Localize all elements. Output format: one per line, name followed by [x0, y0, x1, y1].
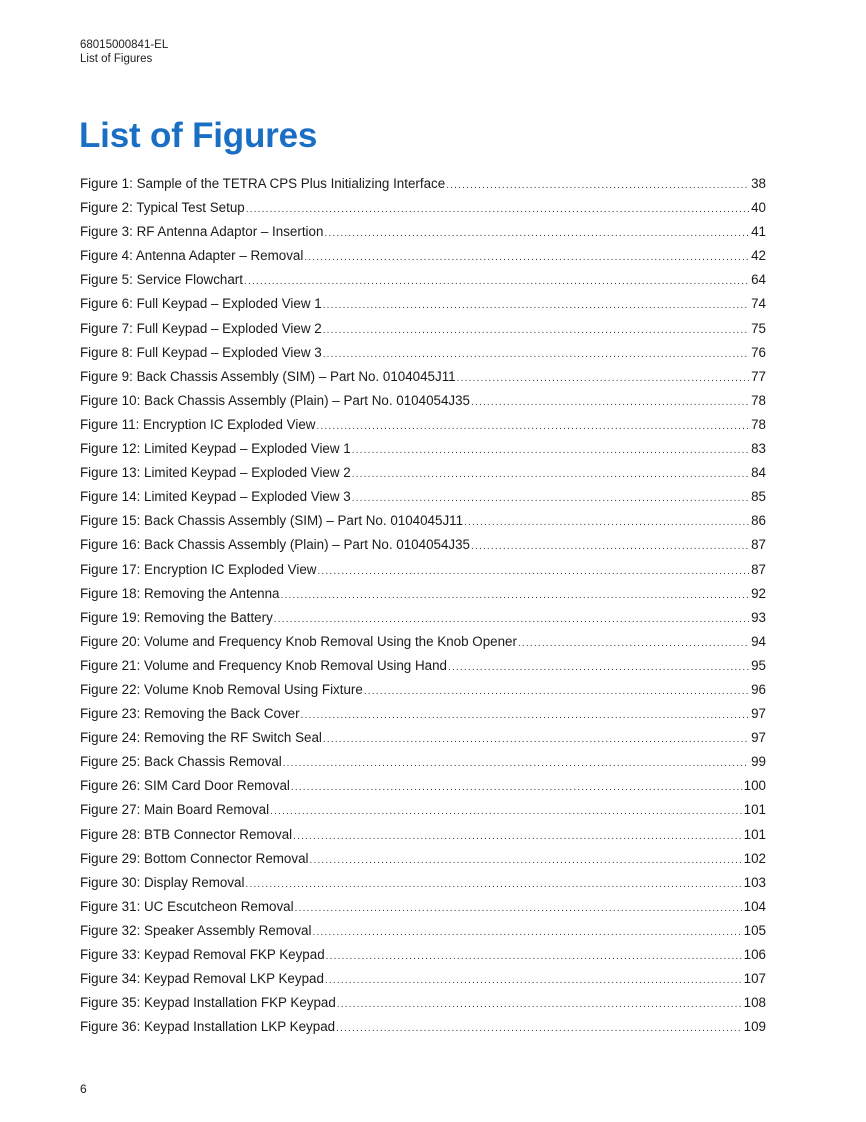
figure-title: Figure 13: Limited Keypad – Exploded View 2	[80, 465, 351, 481]
toc-entry[interactable]	[80, 632, 766, 656]
dot-leader	[336, 1019, 742, 1039]
dot-leader	[301, 706, 750, 726]
figure-title: Figure 31: UC Escutcheon Removal	[80, 898, 294, 914]
figure-title: Figure 9: Back Chassis Assembly (SIM) – Part No. 0104045J11	[80, 368, 456, 384]
header-section-title: List of Figures	[80, 53, 153, 65]
figure-title: Figure 25: Back Chassis Removal	[80, 754, 282, 770]
figure-page-number: 78	[751, 416, 766, 432]
figure-title: Figure 35: Keypad Installation FKP Keypad	[80, 995, 336, 1011]
page-number: 6	[80, 1082, 87, 1096]
figure-title: Figure 17: Encryption IC Exploded View	[80, 561, 317, 577]
figure-page-number: 109	[743, 1019, 766, 1035]
toc-entry[interactable]	[80, 294, 766, 318]
figure-page-number: 77	[751, 368, 766, 384]
dot-leader	[457, 369, 749, 389]
page-title: List of Figures	[79, 116, 318, 155]
figure-page-number: 83	[751, 441, 766, 457]
dot-leader	[274, 610, 749, 630]
figure-page-number: 95	[751, 657, 766, 673]
figure-title: Figure 22: Volume Knob Removal Using Fixture	[80, 681, 363, 697]
dot-leader	[464, 513, 749, 533]
figures-list	[80, 174, 766, 1041]
figure-page-number: 94	[751, 633, 766, 649]
figure-page-number: 38	[751, 176, 766, 191]
running-header	[80, 38, 168, 66]
figure-title: Figure 30: Display Removal	[80, 874, 245, 890]
dot-leader	[471, 393, 749, 413]
toc-entry[interactable]	[80, 680, 766, 704]
dot-leader	[304, 248, 749, 268]
toc-entry[interactable]	[80, 584, 766, 608]
toc-entry[interactable]	[80, 921, 766, 945]
figure-page-number: 99	[751, 754, 766, 770]
dot-leader	[446, 176, 749, 196]
toc-entry[interactable]	[80, 873, 766, 897]
dot-leader	[325, 971, 742, 991]
figure-page-number: 97	[751, 706, 766, 722]
toc-entry[interactable]	[80, 174, 766, 198]
dot-leader	[244, 272, 749, 292]
dot-leader	[352, 465, 749, 485]
figure-title: Figure 27: Main Board Removal	[80, 802, 270, 818]
figure-page-number: 74	[751, 296, 766, 312]
toc-entry[interactable]	[80, 969, 766, 993]
dot-leader	[245, 875, 741, 895]
toc-entry[interactable]	[80, 487, 766, 511]
dot-leader	[317, 562, 749, 582]
figure-title: Figure 16: Back Chassis Assembly (Plain) – Part No. 0104054J35	[80, 537, 471, 553]
figure-page-number: 64	[751, 272, 766, 288]
figure-title: Figure 4: Antenna Adapter – Removal	[80, 248, 304, 264]
figure-title: Figure 23: Removing the Back Cover	[80, 706, 300, 722]
figure-title: Figure 6: Full Keypad – Exploded View 1	[80, 296, 322, 312]
figure-title: Figure 10: Back Chassis Assembly (Plain) – Part No. 0104054J35	[80, 392, 471, 408]
dot-leader	[324, 224, 749, 244]
figure-page-number: 87	[751, 537, 766, 553]
figure-page-number: 78	[751, 392, 766, 408]
figure-page-number: 102	[743, 850, 766, 866]
figure-title: Figure 28: BTB Connector Removal	[80, 826, 293, 842]
dot-leader	[295, 899, 742, 919]
figure-page-number: 107	[743, 971, 766, 987]
dot-leader	[352, 441, 749, 461]
figure-page-number: 105	[743, 922, 766, 938]
toc-entry[interactable]	[80, 776, 766, 800]
toc-entry[interactable]	[80, 560, 766, 584]
figure-title: Figure 20: Volume and Frequency Knob Removal Using the Knob Opener	[80, 633, 517, 649]
dot-leader	[364, 682, 749, 702]
figure-page-number: 41	[751, 224, 766, 240]
dot-leader	[352, 489, 749, 509]
toc-entry[interactable]	[80, 463, 766, 487]
dot-leader	[471, 537, 749, 557]
figure-page-number: 84	[751, 465, 766, 481]
figure-title: Figure 19: Removing the Battery	[80, 609, 273, 625]
figure-page-number: 97	[751, 730, 766, 746]
toc-entry[interactable]	[80, 849, 766, 873]
figure-page-number: 76	[751, 344, 766, 360]
figure-page-number: 108	[743, 995, 766, 1011]
dot-leader	[281, 586, 750, 606]
dot-leader	[337, 995, 742, 1015]
dot-leader	[326, 947, 742, 967]
toc-entry[interactable]	[80, 656, 766, 680]
dot-leader	[316, 417, 749, 437]
figure-page-number: 92	[751, 585, 766, 601]
dot-leader	[518, 634, 749, 654]
figure-title: Figure 7: Full Keypad – Exploded View 2	[80, 320, 322, 336]
toc-entry[interactable]	[80, 1017, 766, 1041]
toc-entry[interactable]	[80, 439, 766, 463]
toc-entry[interactable]	[80, 511, 766, 535]
figure-page-number: 100	[743, 778, 766, 794]
dot-leader	[291, 778, 742, 798]
figure-page-number: 87	[751, 561, 766, 577]
dot-leader	[323, 321, 749, 341]
toc-entry[interactable]	[80, 608, 766, 632]
figure-page-number: 104	[743, 898, 766, 914]
figure-title: Figure 1: Sample of the TETRA CPS Plus Initializing Interface	[80, 176, 446, 191]
dot-leader	[293, 827, 742, 847]
figure-title: Figure 5: Service Flowchart	[80, 272, 243, 288]
toc-entry[interactable]	[80, 367, 766, 391]
figure-title: Figure 36: Keypad Installation LKP Keypad	[80, 1019, 336, 1035]
figure-title: Figure 34: Keypad Removal LKP Keypad	[80, 971, 324, 987]
toc-entry[interactable]	[80, 198, 766, 222]
figure-title: Figure 33: Keypad Removal FKP Keypad	[80, 947, 325, 962]
dot-leader	[270, 802, 742, 822]
figure-page-number: 93	[751, 609, 766, 625]
figure-page-number: 85	[751, 489, 766, 505]
toc-entry[interactable]	[80, 319, 766, 343]
figure-title: Figure 24: Removing the RF Switch Seal	[80, 730, 322, 746]
dot-leader	[246, 200, 749, 220]
toc-entry[interactable]	[80, 270, 766, 294]
figure-page-number: 96	[751, 681, 766, 697]
toc-entry[interactable]	[80, 415, 766, 439]
figure-title: Figure 15: Back Chassis Assembly (SIM) – Part No. 0104045J11	[80, 513, 464, 529]
toc-entry[interactable]	[80, 222, 766, 246]
toc-entry[interactable]	[80, 343, 766, 367]
figure-page-number: 101	[743, 802, 766, 818]
figure-title: Figure 18: Removing the Antenna	[80, 585, 280, 601]
figure-title: Figure 26: SIM Card Door Removal	[80, 778, 290, 794]
figure-page-number: 106	[743, 947, 766, 962]
toc-entry[interactable]	[80, 897, 766, 921]
figure-page-number: 103	[743, 874, 766, 890]
figure-title: Figure 12: Limited Keypad – Exploded View 1	[80, 441, 351, 457]
figure-title: Figure 11: Encryption IC Exploded View	[80, 416, 316, 432]
figure-title: Figure 2: Typical Test Setup	[80, 200, 245, 216]
dot-leader	[323, 345, 749, 365]
figure-page-number: 101	[743, 826, 766, 842]
toc-entry[interactable]	[80, 535, 766, 559]
toc-entry[interactable]	[80, 752, 766, 776]
document-id: 68015000841-EL	[80, 39, 169, 51]
toc-entry[interactable]	[80, 391, 766, 415]
dot-leader	[323, 730, 749, 750]
dot-leader	[310, 851, 742, 871]
figure-title: Figure 29: Bottom Connector Removal	[80, 850, 309, 866]
toc-entry[interactable]	[80, 993, 766, 1017]
dot-leader	[283, 754, 749, 774]
dot-leader	[448, 658, 749, 678]
toc-entry[interactable]	[80, 704, 766, 728]
figure-page-number: 42	[751, 248, 766, 264]
figure-page-number: 86	[751, 513, 766, 529]
figure-page-number: 75	[751, 320, 766, 336]
figure-title: Figure 21: Volume and Frequency Knob Removal Using Hand	[80, 657, 447, 673]
figure-page-number: 40	[751, 200, 766, 216]
toc-entry[interactable]	[80, 800, 766, 824]
toc-entry[interactable]	[80, 945, 766, 969]
toc-entry[interactable]	[80, 246, 766, 270]
dot-leader	[323, 296, 749, 316]
toc-entry[interactable]	[80, 825, 766, 849]
figure-title: Figure 14: Limited Keypad – Exploded View 3	[80, 489, 351, 505]
figure-title: Figure 32: Speaker Assembly Removal	[80, 922, 312, 938]
figure-title: Figure 8: Full Keypad – Exploded View 3	[80, 344, 322, 360]
dot-leader	[312, 923, 741, 943]
figure-title: Figure 3: RF Antenna Adaptor – Insertion	[80, 224, 324, 240]
toc-entry[interactable]	[80, 728, 766, 752]
